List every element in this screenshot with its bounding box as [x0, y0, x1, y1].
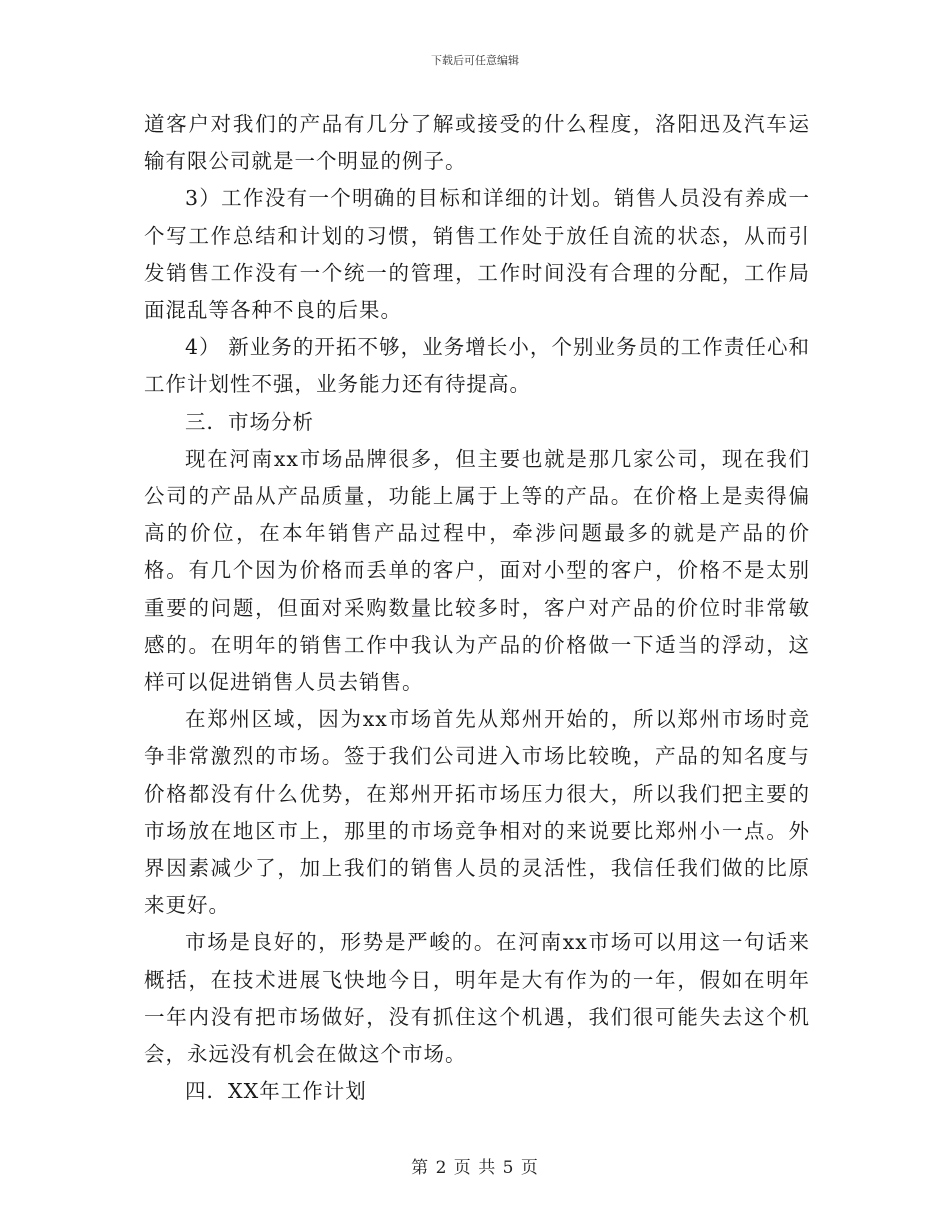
paragraph: 道客户对我们的产品有几分了解或接受的什么程度，洛阳迅及汽车运输有限公司就是一个明显的例子。 — [144, 112, 810, 174]
paragraph: 市场是良好的，形势是严峻的。在河南xx市场可以用这一句话来概括，在技术进展飞快地今日，明年是大有作为的一年，假如在明年一年内没有把市场做好，没有抓住这个机遇，我们很可能失去这个机会，永远没有机会在做这个市场。 — [144, 930, 810, 1067]
paragraph: 现在河南xx市场品牌很多，但主要也就是那几家公司，现在我们公司的产品从产品质量，功能上属于上等的产品。在价格上是卖得偏高的价位，在本年销售产品过程中，牵涉问题最多的就是产品的价格。有几个因为价格而丢单的客户，面对小型的客户，价格不是太别重要的问题，但面对采购数量比较多时，客户对产品的价位时非常敏感的。在明年的销售工作中我认为产品的价格做一下适当的浮动，这样可以促进销售人员去销售。 — [144, 446, 810, 695]
paragraph: 3）工作没有一个明确的目标和详细的计划。销售人员没有养成一个写工作总结和计划的习惯，销售工作处于放任自流的状态，从而引发销售工作没有一个统一的管理，工作时间没有合理的分配，工作局面混乱等各种不良的后果。 — [144, 186, 810, 323]
page-header: 下载后可任意编辑 — [431, 54, 519, 67]
document-body — [144, 106, 810, 1110]
section-heading: 四．XX年工作计划 — [185, 1079, 367, 1104]
page-footer: 第 2 页 共 5 页 — [411, 1158, 539, 1178]
paragraph: 在郑州区域，因为xx市场首先从郑州开始的，所以郑州市场时竞争非常激烈的市场。签于我们公司进入市场比较晚，产品的知名度与价格都没有什么优势，在郑州开拓市场压力很大，所以我们把主要的市场放在地区市上，那里的市场竞争相对的来说要比郑州小一点。外界因素减少了，加上我们的销售人员的灵活性，我信任我们做的比原来更好。 — [144, 707, 810, 918]
paragraph: 4） 新业务的开拓不够，业务增长小，个别业务员的工作责任心和工作计划性不强，业务能力还有待提高。 — [144, 335, 810, 397]
section-heading: 三．市场分析 — [185, 409, 314, 434]
